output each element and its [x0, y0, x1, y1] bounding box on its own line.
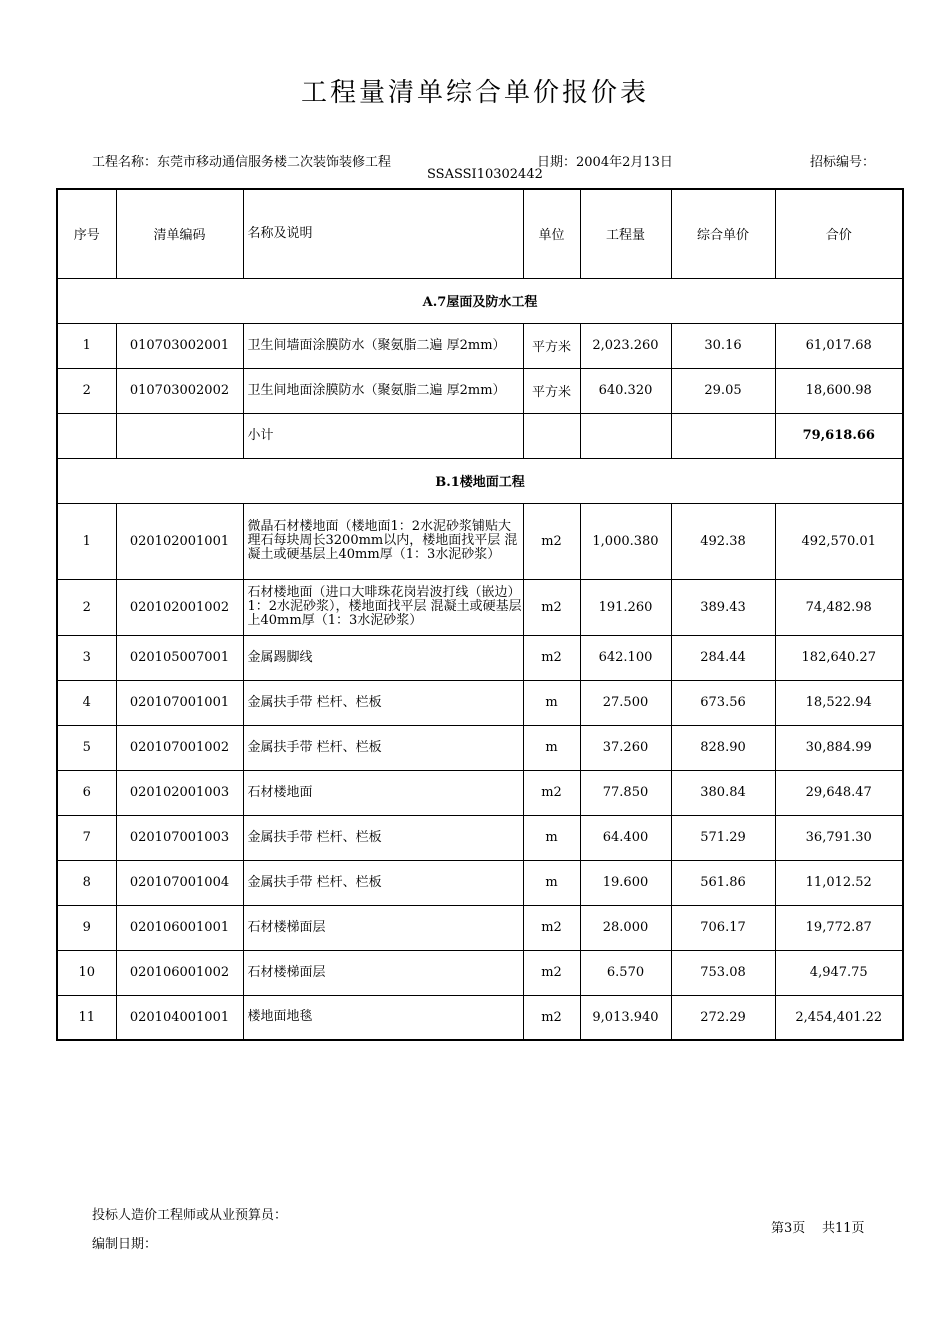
table-row	[57, 860, 903, 905]
table-row	[57, 770, 903, 815]
header-qty: 工程量	[580, 189, 671, 278]
empty-cell	[116, 413, 243, 458]
row-total: 492,570.01	[775, 503, 903, 579]
table-row	[57, 905, 903, 950]
header-code: 清单编码	[116, 189, 243, 278]
row-total: 2,454,401.22	[775, 995, 903, 1040]
row-price: 492.38	[671, 503, 775, 579]
table-row	[57, 950, 903, 995]
row-price: 706.17	[671, 905, 775, 950]
row-qty: 2,023.260	[580, 323, 671, 368]
row-price: 272.29	[671, 995, 775, 1040]
page-title: 工程量清单综合单价报价表	[300, 78, 649, 108]
row-qty: 191.260	[580, 579, 671, 635]
row-name: 金属踢脚线	[243, 635, 523, 680]
row-no: 7	[57, 815, 116, 860]
row-price: 284.44	[671, 635, 775, 680]
row-name: 金属扶手带 栏杆、栏板	[243, 860, 523, 905]
header-row	[57, 189, 903, 278]
table-row	[57, 579, 903, 635]
row-name: 卫生间地面涂膜防水（聚氨脂二遍 厚2mm）	[243, 368, 523, 413]
row-qty: 64.400	[580, 815, 671, 860]
report-date: 日期：2004年2月13日	[537, 155, 673, 170]
table-row	[57, 503, 903, 579]
table-row	[57, 995, 903, 1040]
row-name: 楼地面地毯	[243, 995, 523, 1040]
row-qty: 642.100	[580, 635, 671, 680]
empty-cell	[671, 413, 775, 458]
row-code: 020107001001	[116, 680, 243, 725]
row-name: 金属扶手带 栏杆、栏板	[243, 680, 523, 725]
header-name: 名称及说明	[243, 189, 523, 278]
project-name: 工程名称：东莞市移动通信服务楼二次装饰装修工程	[92, 155, 392, 170]
row-qty: 19.600	[580, 860, 671, 905]
estimator-signature-label: 投标人造价工程师或从业预算员：	[92, 1208, 288, 1223]
row-total: 61,017.68	[775, 323, 903, 368]
row-unit: m2	[523, 950, 580, 995]
row-name: 金属扶手带 栏杆、栏板	[243, 815, 523, 860]
row-total: 29,648.47	[775, 770, 903, 815]
row-total: 74,482.98	[775, 579, 903, 635]
row-code: 020107001002	[116, 725, 243, 770]
row-price: 571.29	[671, 815, 775, 860]
row-code: 010703002002	[116, 368, 243, 413]
row-name: 石材楼梯面层	[243, 950, 523, 995]
row-no: 1	[57, 323, 116, 368]
row-code: 020102001001	[116, 503, 243, 579]
row-code: 020107001004	[116, 860, 243, 905]
subtotal-value: 79,618.66	[775, 413, 903, 458]
table-row	[57, 680, 903, 725]
row-no: 4	[57, 680, 116, 725]
row-total: 19,772.87	[775, 905, 903, 950]
row-qty: 6.570	[580, 950, 671, 995]
row-unit: m2	[523, 770, 580, 815]
empty-cell	[523, 413, 580, 458]
table-row	[57, 725, 903, 770]
row-qty: 37.260	[580, 725, 671, 770]
page-number: 第3页	[771, 1221, 806, 1236]
row-unit: m2	[523, 995, 580, 1040]
bid-number: SSASSI10302442	[427, 167, 543, 182]
row-price: 380.84	[671, 770, 775, 815]
row-unit: 平方米	[523, 368, 580, 413]
table-row	[57, 815, 903, 860]
row-qty: 9,013.940	[580, 995, 671, 1040]
row-price: 828.90	[671, 725, 775, 770]
preparation-date-label: 编制日期：	[92, 1237, 158, 1252]
row-total: 36,791.30	[775, 815, 903, 860]
row-name: 石材楼梯面层	[243, 905, 523, 950]
row-unit: m2	[523, 635, 580, 680]
row-unit: m	[523, 815, 580, 860]
row-unit: m2	[523, 905, 580, 950]
row-unit: m	[523, 680, 580, 725]
row-total: 30,884.99	[775, 725, 903, 770]
header-unit: 单位	[523, 189, 580, 278]
row-no: 5	[57, 725, 116, 770]
row-no: 8	[57, 860, 116, 905]
row-no: 6	[57, 770, 116, 815]
row-code: 020102001003	[116, 770, 243, 815]
row-qty: 640.320	[580, 368, 671, 413]
row-no: 9	[57, 905, 116, 950]
row-no: 1	[57, 503, 116, 579]
subtotal-label: 小计	[243, 413, 523, 458]
row-code: 010703002001	[116, 323, 243, 368]
row-qty: 28.000	[580, 905, 671, 950]
table-row	[57, 635, 903, 680]
row-qty: 77.850	[580, 770, 671, 815]
row-name: 金属扶手带 栏杆、栏板	[243, 725, 523, 770]
row-qty: 1,000.380	[580, 503, 671, 579]
row-total: 18,600.98	[775, 368, 903, 413]
row-total: 4,947.75	[775, 950, 903, 995]
row-price: 30.16	[671, 323, 775, 368]
row-code: 020102001002	[116, 579, 243, 635]
row-name: 石材楼地面	[243, 770, 523, 815]
row-no: 2	[57, 579, 116, 635]
header-no: 序号	[57, 189, 116, 278]
total-pages: 共11页	[822, 1221, 865, 1236]
row-unit: m2	[523, 503, 580, 579]
row-no: 10	[57, 950, 116, 995]
row-code: 020107001003	[116, 815, 243, 860]
row-unit: m	[523, 725, 580, 770]
header-price: 综合单价	[671, 189, 775, 278]
row-price: 561.86	[671, 860, 775, 905]
row-code: 020105007001	[116, 635, 243, 680]
row-no: 3	[57, 635, 116, 680]
row-unit: m2	[523, 579, 580, 635]
row-price: 753.08	[671, 950, 775, 995]
row-code: 020106001002	[116, 950, 243, 995]
row-no: 2	[57, 368, 116, 413]
row-price: 389.43	[671, 579, 775, 635]
section-title: A.7屋面及防水工程	[57, 278, 903, 323]
row-name: 微晶石材楼地面（楼地面1：2水泥砂浆铺贴大理石每块周长3200mm以内，楼地面找平层 混凝土或硬基层上40mm厚（1：3水泥砂浆）	[243, 503, 523, 579]
section-title: B.1楼地面工程	[57, 458, 903, 503]
row-no: 11	[57, 995, 116, 1040]
row-unit: m	[523, 860, 580, 905]
bid-number-label: 招标编号：	[810, 155, 876, 170]
section-title-row	[57, 278, 903, 323]
section-title-row	[57, 458, 903, 503]
table-row	[57, 323, 903, 368]
header-total: 合价	[775, 189, 903, 278]
row-unit: 平方米	[523, 323, 580, 368]
row-total: 18,522.94	[775, 680, 903, 725]
table-row	[57, 368, 903, 413]
row-code: 020106001001	[116, 905, 243, 950]
row-price: 673.56	[671, 680, 775, 725]
subtotal-row	[57, 413, 903, 458]
empty-cell	[580, 413, 671, 458]
row-name: 卫生间墙面涂膜防水（聚氨脂二遍 厚2mm）	[243, 323, 523, 368]
row-price: 29.05	[671, 368, 775, 413]
row-qty: 27.500	[580, 680, 671, 725]
row-total: 182,640.27	[775, 635, 903, 680]
row-code: 020104001001	[116, 995, 243, 1040]
empty-cell	[57, 413, 116, 458]
row-name: 石材楼地面（进口大啡珠花岗岩波打线（嵌边）1：2水泥砂浆），楼地面找平层 混凝土或硬基层上40mm厚（1：3水泥砂浆）	[243, 579, 523, 635]
row-total: 11,012.52	[775, 860, 903, 905]
price-table	[56, 188, 904, 1041]
